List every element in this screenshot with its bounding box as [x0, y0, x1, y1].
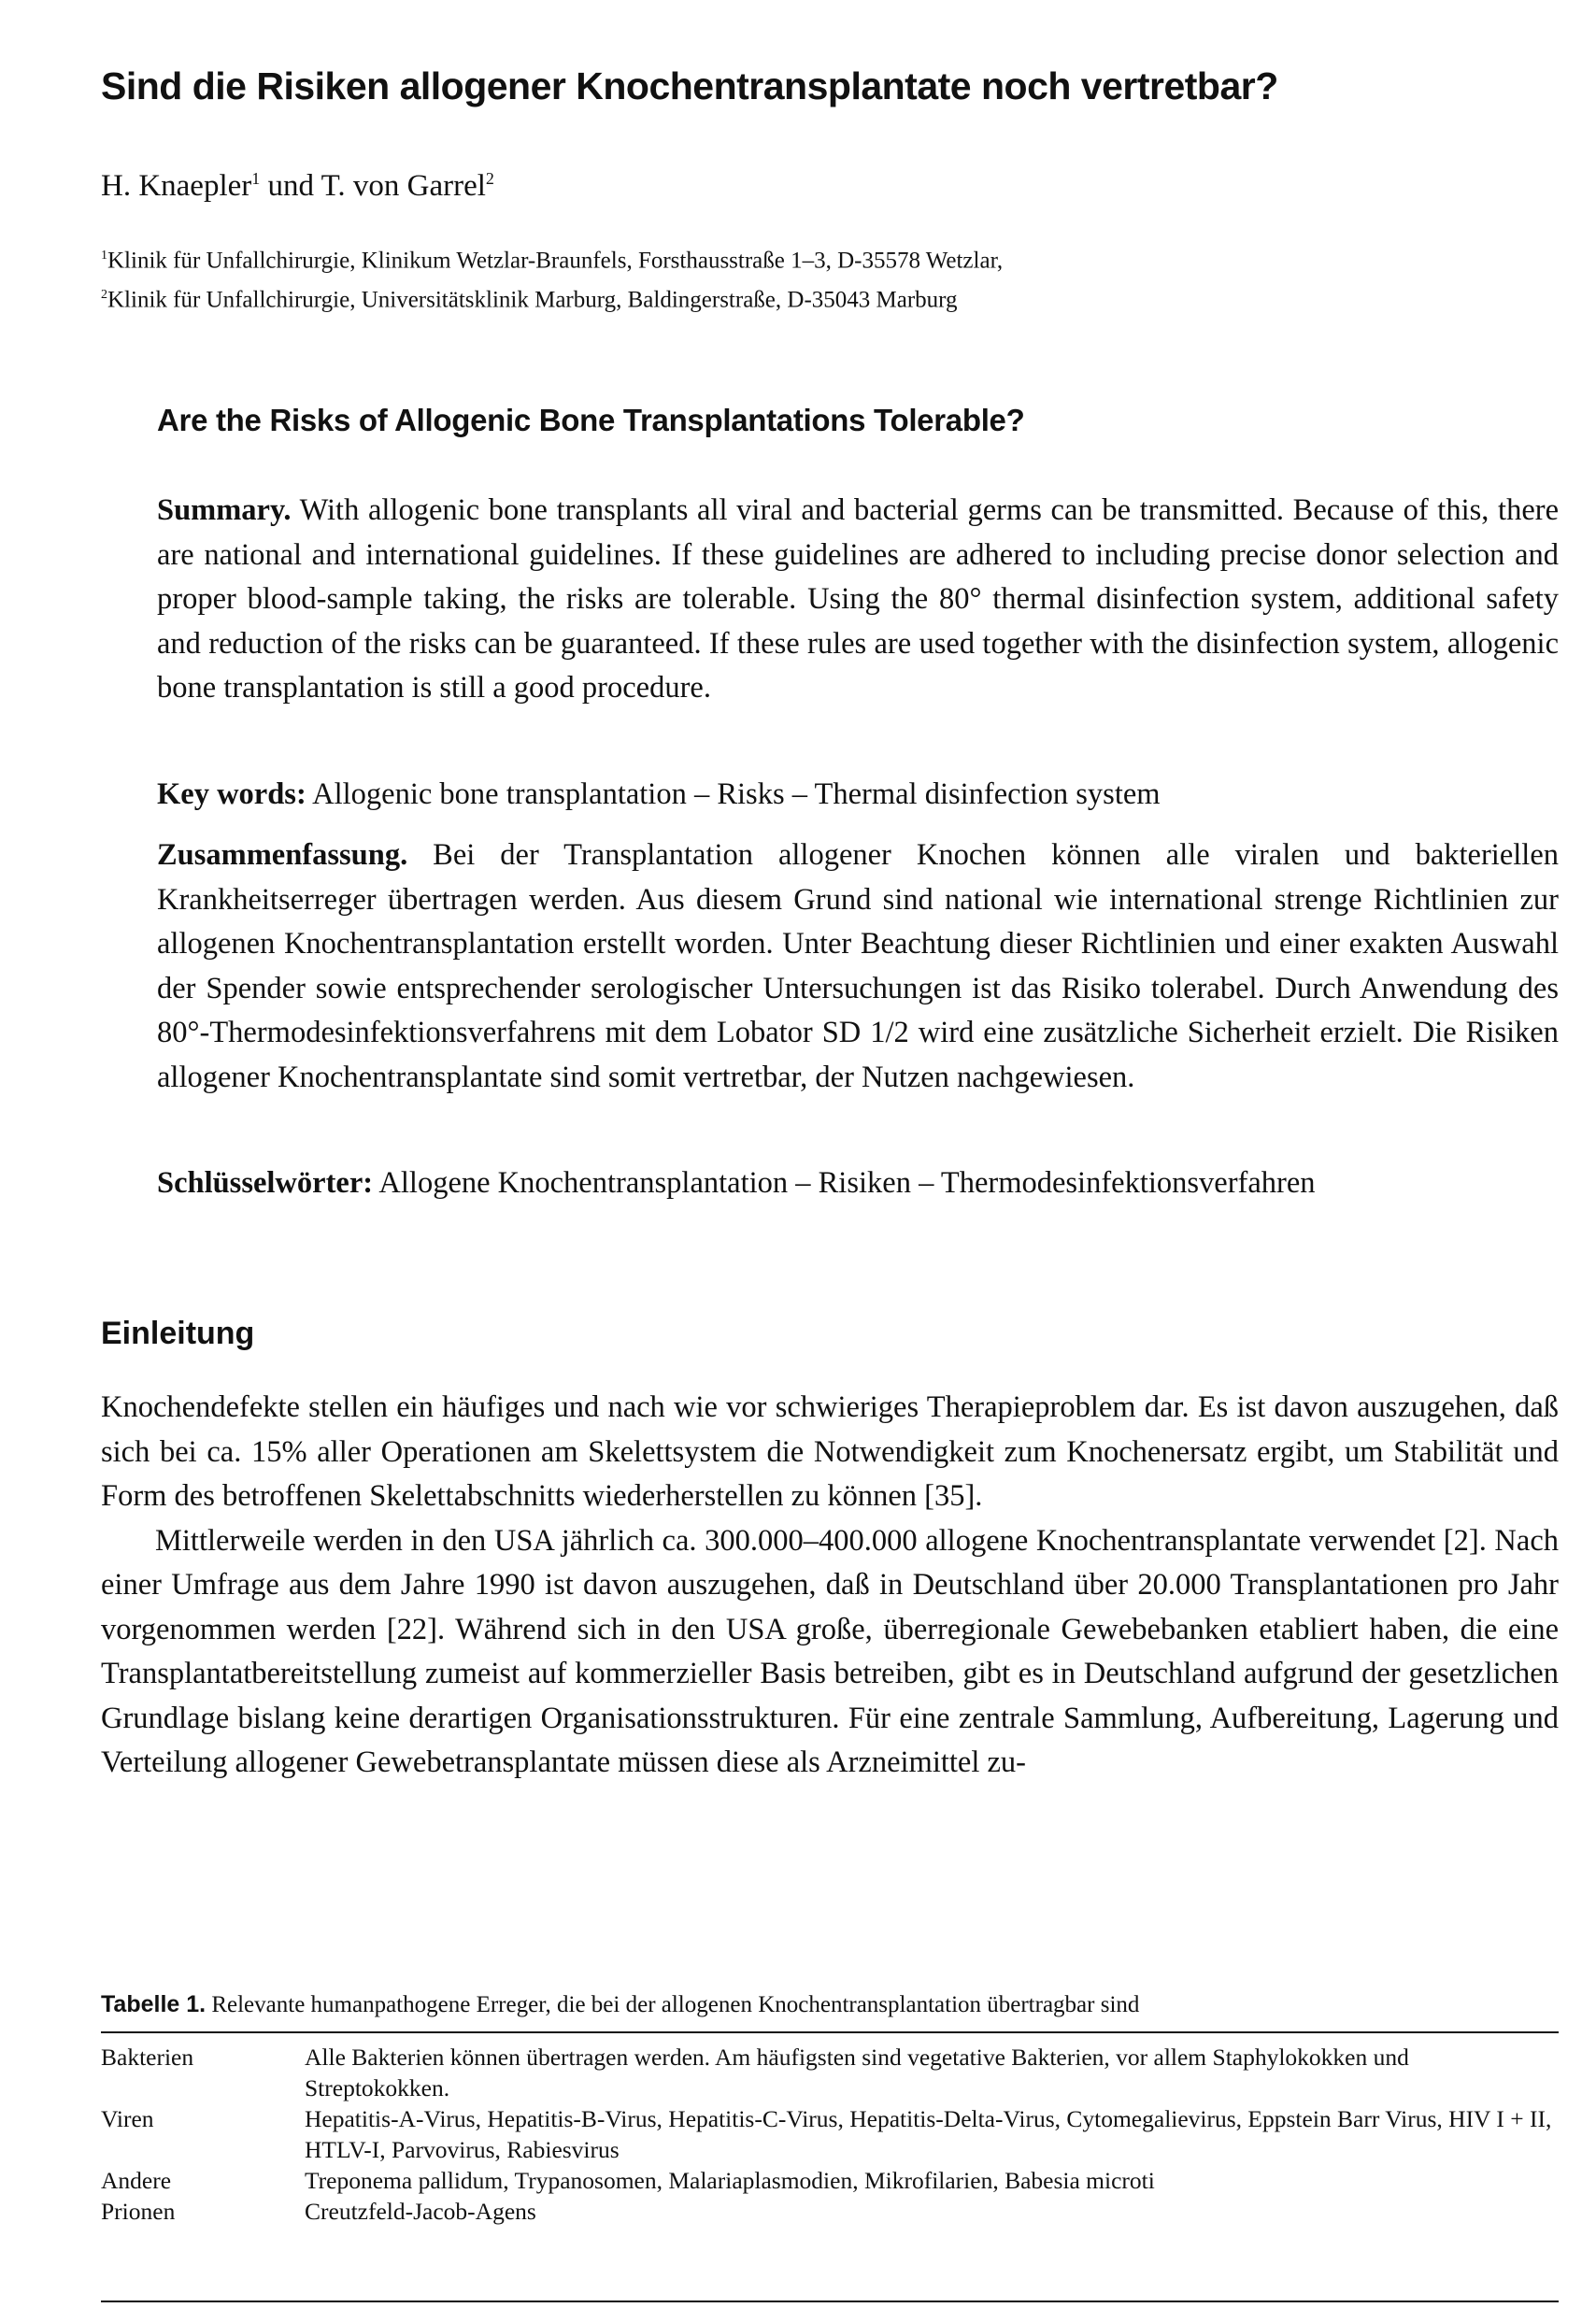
table-cell-text: Alle Bakterien können übertragen werden. Am häufigsten sind vegetative Bakterien, vor allem Staphylokokken und Streptokokken.: [305, 2044, 1409, 2101]
table-cell-text: Treponema pallidum, Trypanosomen, Malariaplasmodien, Mikrofilarien, Babesia microti: [305, 2167, 1155, 2194]
table-cell-text: Creutzfeld-Jacob-Agens: [305, 2198, 536, 2225]
affiliation-text: Klinik für Unfallchirurgie, Universitätsklinik Marburg, Baldingerstraße, D-35043 Marburg: [107, 287, 958, 313]
affiliation-ref: 2: [101, 288, 107, 303]
table-label: Tabelle 1.: [101, 1991, 207, 2017]
affiliation: [101, 238, 1456, 278]
english-title: Are the Risks of Allogenic Bone Transplantations Tolerable?: [157, 403, 1025, 437]
keywords-paragraph: [157, 773, 1559, 818]
body-paragraph: Knochendefekte stellen ein häufiges und nach wie vor schwieriges Therapieproblem dar. Es ist davon auszugehen, daß sich bei ca. 15% aller Operationen am Skelettsystem die Notwendigkeit zum Knochenersatz ergibt, um Stabilität und Form des betroffenen Skelettabschnitts wiederherstellen zu können [35].: [101, 1390, 1559, 1513]
summary-label: Summary.: [157, 493, 292, 527]
table-row: [101, 2196, 1559, 2227]
zusammenfassung-paragraph: [157, 833, 1559, 1100]
affiliation: [101, 278, 1456, 317]
table-row: [101, 2103, 1559, 2165]
table-cell-text: Hepatitis-A-Virus, Hepatitis-B-Virus, Hepatitis-C-Virus, Hepatitis-Delta-Virus, Cytomegalievirus, Eppstein Barr Virus, HIV I + II, HTLV-I, Parvovirus, Rabiesvirus: [305, 2105, 1552, 2163]
section-heading-einleitung: Einleitung: [101, 1316, 255, 1351]
summary-text: With allogenic bone transplants all viral and bacterial germs can be transmitted. Because of this, there are national and international guidelines. If these guidelines are adhered to including precise donor selection and proper blood-sample taking, the risks are tolerable. Using the 80° thermal disinfection system, additional safety and reduction of the risks can be guaranteed. If these rules are used together with the disinfection system, allogenic bone transplantation is still a good procedure.: [157, 493, 1559, 705]
summary-paragraph: [157, 489, 1559, 711]
table-caption-text: Relevante humanpathogene Erreger, die bei der allogenen Knochentransplantation übertragbar sind: [206, 1992, 1140, 2017]
author-line: [101, 159, 494, 206]
article-title: Sind die Risiken allogener Knochentransplantate noch vertretbar?: [101, 64, 1278, 107]
table-bottom-rule: [101, 2301, 1559, 2302]
zusammenfassung-label: Zusammenfassung.: [157, 838, 408, 872]
schluesselwoerter-text: Allogene Knochentransplantation – Risiken – Thermodesinfektionsverfahren: [373, 1166, 1316, 1200]
table-cell-category: Prionen: [101, 2198, 176, 2225]
table-cell-category: Andere: [101, 2167, 172, 2194]
schluesselwoerter-label: Schlüsselwörter:: [157, 1166, 374, 1200]
schluesselwoerter-paragraph: [157, 1161, 1559, 1206]
table-caption: [101, 1988, 1559, 2021]
body-paragraph: Mittlerweile werden in den USA jährlich ca. 300.000–400.000 allogene Knochentransplantate verwendet [2]. Nach einer Umfrage aus dem Jahre 1990 ist davon auszugehen, daß in Deutschland über 20.000 Transplantationen pro Jahr vorgenommen werden [22]. Während sich in den USA große, überregionale Gewebebanken etabliert haben, die eine Transplantatbereitstellung zumeist auf kommerzieller Basis betreiben, gibt es in Deutschland aufgrund der gesetzlichen Grundlage bislang keine derartigen Organisationsstrukturen. Für eine zentrale Sammlung, Aufbereitung, Lagerung und Verteilung allogener Gewebetransplantate müssen diese als Arzneimittel zu-: [101, 1523, 1559, 1779]
affiliation-ref: 1: [101, 249, 107, 263]
einleitung-body: [101, 1386, 1559, 1786]
table-row: [101, 2165, 1559, 2196]
author-conjunction: und: [260, 169, 321, 203]
zusammenfassung-text: Bei der Transplantation allogener Knochen können alle viralen und bakteriellen Krankheitserreger übertragen werden. Aus diesem Grund sind national wie international strenge Richtlinien zur allogenen Knochentransplantation erstellt worden. Unter Beachtung dieser Richtlinien und einer exakten Auswahl der Spender sowie entsprechender serologischer Untersuchungen ist das Risiko tolerabel. Durch Anwendung des 80°-Thermodesinfektionsverfahrens mit dem Lobator SD 1/2 wird eine zusätzliche Sicherheit erzielt. Die Risiken allogener Knochentransplantate sind somit vertretbar, der Nutzen nachgewiesen.: [157, 838, 1559, 1094]
affiliation-text: Klinik für Unfallchirurgie, Klinikum Wetzlar-Braunfels, Forsthausstraße 1–3, D-35578 Wetzlar,: [107, 248, 1004, 274]
author-name: H. Knaepler: [101, 169, 252, 203]
keywords-text: Allogenic bone transplantation – Risks – Thermal disinfection system: [306, 777, 1161, 811]
affiliations: [101, 238, 1456, 318]
affiliation-ref: 2: [485, 169, 494, 188]
affiliation-ref: 1: [251, 169, 261, 188]
table-cell-category: Viren: [101, 2105, 154, 2132]
author-name: T. von Garrel: [321, 169, 486, 203]
table-top-rule: [101, 2031, 1559, 2033]
table-cell-category: Bakterien: [101, 2044, 194, 2071]
keywords-label: Key words:: [157, 777, 306, 811]
pathogen-table: [101, 2042, 1559, 2227]
table-row: [101, 2042, 1559, 2103]
